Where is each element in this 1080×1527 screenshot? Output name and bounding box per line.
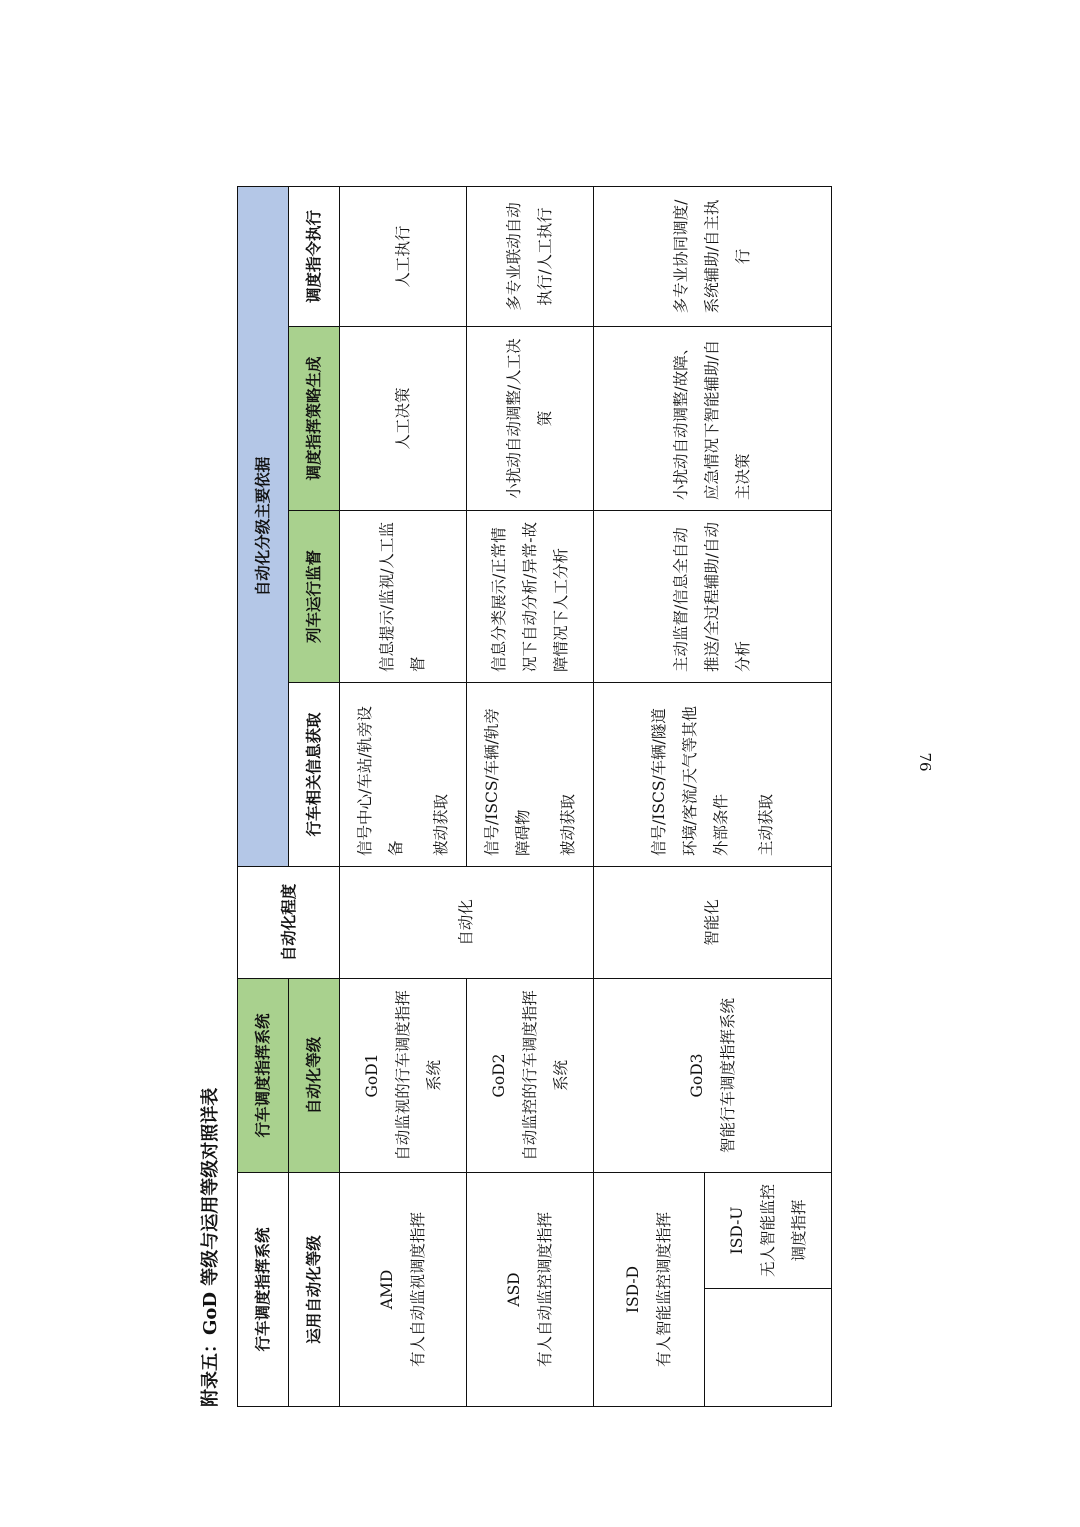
header-basis-group: 自动化分级主要依据: [238, 186, 289, 866]
god-name: 自动监视的行车调度指挥系统: [393, 990, 443, 1161]
header-strategy: 调度指挥策略生成: [289, 326, 340, 510]
god-code: GoD3: [687, 1053, 706, 1098]
info-mode: 被动获取: [558, 793, 577, 856]
header-monitor: 列车运行监督: [289, 510, 340, 682]
ops-level-cell: [594, 1172, 705, 1406]
ops-level-cell: [467, 1172, 594, 1406]
header-execute: 调度指令执行: [289, 186, 340, 326]
header-row-1: [238, 186, 289, 1406]
info-cell: [467, 682, 594, 866]
header-automation-degree: 自动化程度: [238, 866, 340, 978]
god-level-cell: [467, 978, 594, 1172]
ops-name-2: 无人智能监控调度指挥: [758, 1183, 808, 1277]
execute-cell: 人工执行: [340, 186, 467, 326]
ops-code: ISD-D: [624, 1265, 642, 1314]
execute-cell: 多专业协同调度/系统辅助/自主执行: [594, 186, 832, 326]
strategy-cell: 人工决策: [340, 326, 467, 510]
header-god-top: 行车调度指挥系统: [238, 978, 289, 1172]
header-ops-bottom: 运用自动化等级: [289, 1172, 340, 1406]
table-row: [594, 186, 705, 1406]
god-level-cell: [594, 978, 832, 1172]
automation-degree-cell: 自动化: [340, 866, 594, 978]
god-comparison-table: [237, 186, 832, 1407]
info-sources: 信号/ISCS/车辆/隧道环境/客流/天气等其他外部条件: [649, 706, 730, 856]
ops-level-cell-2: [705, 1172, 832, 1288]
ops-name: 有人自动监控调度指挥: [536, 1211, 554, 1367]
god-name: 自动监控的行车调度指挥系统: [520, 990, 570, 1161]
god-code: GoD1: [362, 1053, 381, 1098]
info-mode: 主动获取: [756, 793, 775, 856]
ops-code: ASD: [505, 1272, 523, 1307]
ops-spacer-cell: [705, 1289, 832, 1407]
header-row-2: [289, 186, 340, 1406]
monitor-cell: 信息提示/监视/人工监督: [340, 510, 467, 682]
table-row: [467, 186, 594, 1406]
ops-code-2: ISD-U: [727, 1206, 746, 1255]
table-row: [340, 186, 467, 1406]
page-number: 76: [916, 752, 934, 772]
strategy-cell: 小扰动自动调整/人工决策: [467, 326, 594, 510]
ops-name: 有人自动监视调度指挥: [409, 1211, 427, 1367]
header-info: 行车相关信息获取: [289, 682, 340, 866]
ops-name: 有人智能监控调度指挥: [655, 1211, 673, 1367]
strategy-cell: 小扰动自动调整/故障、应急情况下智能辅助/自主决策: [594, 326, 832, 510]
execute-cell: 多专业联动自动执行/人工执行: [467, 186, 594, 326]
monitor-cell: 主动监督/信息全自动推送/全过程辅助/自动分析: [594, 510, 832, 682]
info-cell: [594, 682, 832, 866]
header-god-bottom: 自动化等级: [289, 978, 340, 1172]
info-sources: 信号/ISCS/车辆/轨旁障碍物: [482, 708, 532, 856]
ops-code: AMD: [378, 1269, 396, 1310]
monitor-cell: 信息分类展示/正常情况下自动分析/异常-故障情况下人工分析: [467, 510, 594, 682]
god-level-cell: [340, 978, 467, 1172]
automation-degree-cell: 智能化: [594, 866, 832, 978]
ops-level-cell: [340, 1172, 467, 1406]
god-name: 智能行车调度指挥系统: [718, 997, 737, 1153]
header-ops-top: 行车调度指挥系统: [238, 1172, 289, 1406]
appendix-title: 附录五：GoD 等级与运用等级对照详表: [200, 1087, 221, 1407]
god-code: GoD2: [489, 1053, 508, 1098]
info-cell: [340, 682, 467, 866]
info-sources: 信号中心/车站/轨旁设备: [355, 706, 405, 856]
rotated-table-container: [202, 187, 842, 1407]
info-mode: 被动获取: [431, 793, 450, 856]
